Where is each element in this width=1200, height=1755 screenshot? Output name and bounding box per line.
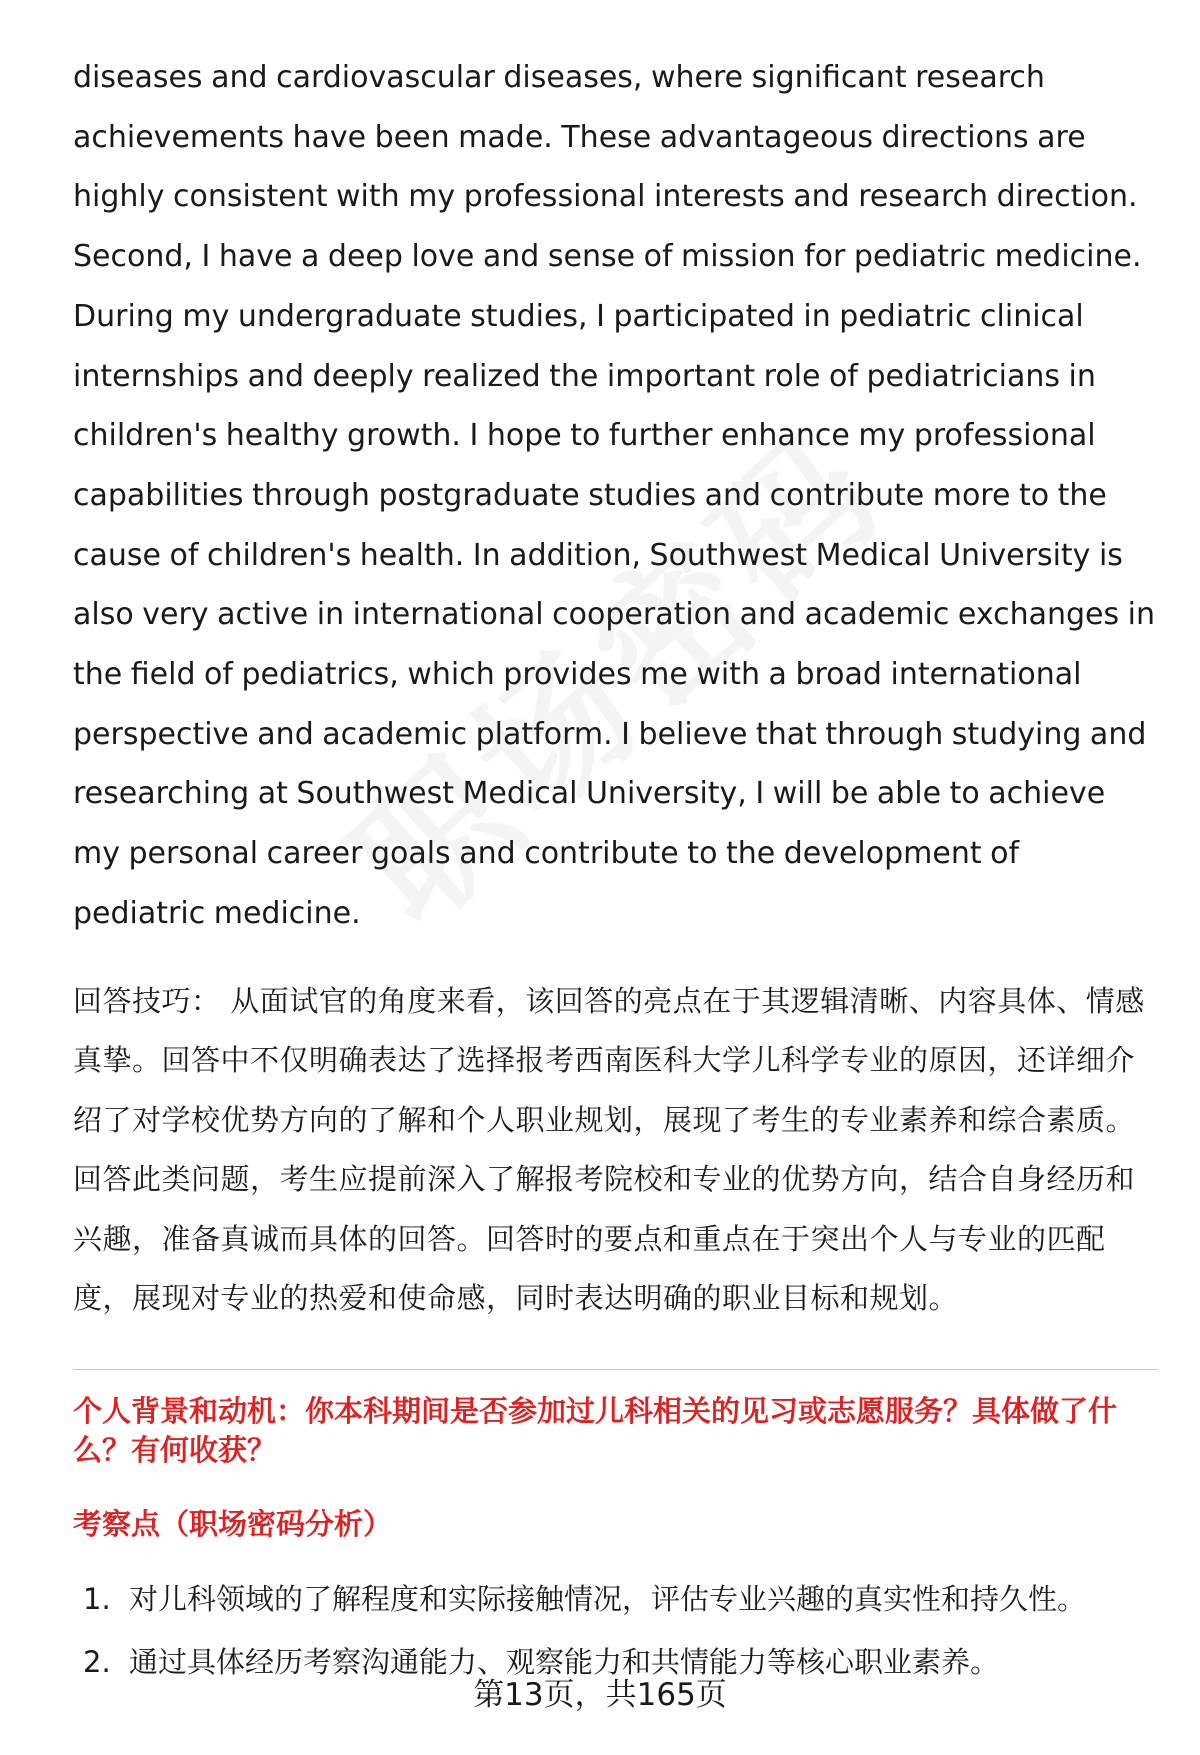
document-page — [73, 48, 1158, 1694]
list-item-text: 对儿科领域的了解程度和实际接触情况，评估专业兴趣的真实性和持久性。 — [129, 1581, 1087, 1616]
question-heading: 个人背景和动机：你本科期间是否参加过儿科相关的见习或志愿服务？具体做了什么？有何收获？ — [73, 1393, 1118, 1467]
focus-heading: 考察点（职场密码分析） — [73, 1506, 393, 1541]
tips-label: 回答技巧： — [73, 983, 221, 1018]
list-item-number: 1. — [83, 1581, 111, 1616]
answer-paragraph: diseases and cardiovascular diseases, where significant research achievements have been made. These advantageous directions are highly consistent with my professional interests and research direction. Second, I have a deep love and sense of mission for pediatric medicine. During my undergraduate studies, I participated in pediatric clinical internships and deeply realized the important role of pediatricians in children's healthy growth. I hope to further enhance my professional capabilities through postgraduate studies and contribute more to the cause of children's health. In addition, Southwest Medical University is also very active in international cooperation and academic exchanges in the field of pediatrics, which provides me with a broad international perspective and academic platform. I believe that through studying and researching at Southwest Medical University, I will be able to achieve my personal career goals and contribute to the development of pediatric medicine. — [73, 60, 1156, 931]
answer-tips — [73, 972, 1158, 1329]
list-item-number: 2. — [83, 1644, 111, 1679]
section-divider — [73, 1369, 1158, 1370]
tips-text: 从面试官的角度来看，该回答的亮点在于其逻辑清晰、内容具体、情感真挚。回答中不仅明确表达了选择报考西南医科大学儿科学专业的原因，还详细介绍了对学校优势方向的了解和个人职业规划，展现了考生的专业素养和综合素质。回答此类问题，考生应提前深入了解报考院校和专业的优势方向，结合自身经历和兴趣，准备真诚而具体的回答。回答时的要点和重点在于突出个人与专业的匹配度，展现对专业的热爱和使命感，同时表达明确的职业目标和规划。 — [73, 983, 1145, 1316]
list-item-text: 通过具体经历考察沟通能力、观察能力和共情能力等核心职业素养。 — [129, 1644, 1000, 1679]
list-item — [73, 1568, 1158, 1631]
page-footer: 第13页，共165页 — [473, 1677, 727, 1713]
